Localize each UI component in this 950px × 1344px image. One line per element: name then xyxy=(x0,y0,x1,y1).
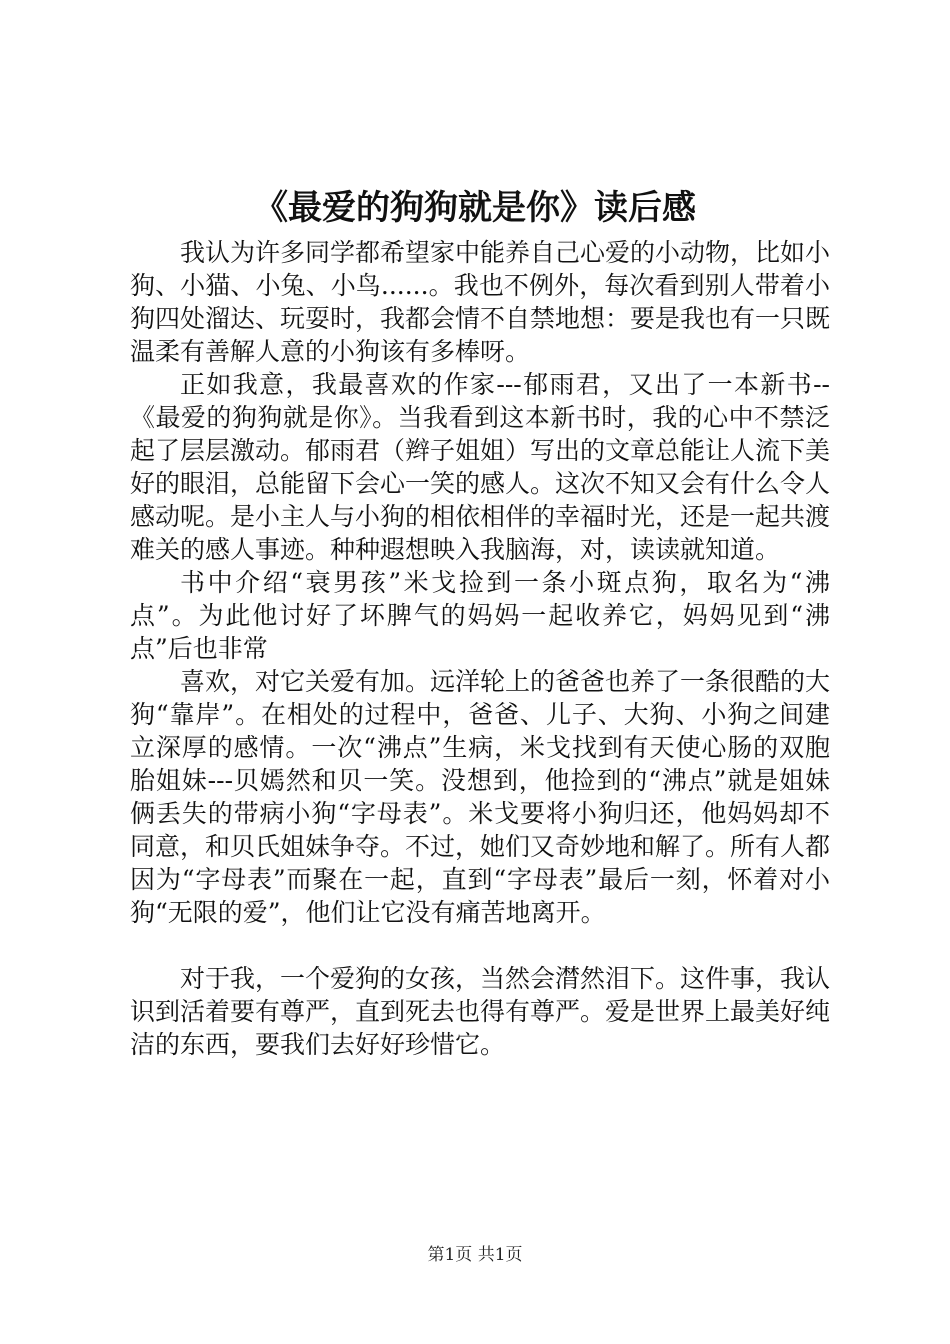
document-body xyxy=(130,236,830,1061)
paragraph-3: 书中介绍“衰男孩”米戈捡到一条小斑点狗，取名为“沸点”。为此他讨好了坏脾气的妈妈一起收养它，妈妈见到“沸点”后也非常 xyxy=(130,568,830,663)
paragraph-1: 我认为许多同学都希望家中能养自己心爱的小动物，比如小狗、小猫、小兔、小鸟......。我也不例外，每次看到别人带着小狗四处溜达、玩耍时，我都会情不自禁地想：要是我也有一只既温柔有善解人意的小狗该有多棒呀。 xyxy=(130,238,831,366)
paragraph-4: 喜欢，对它关爱有加。远洋轮上的爸爸也养了一条很酷的大狗“靠岸”。在相处的过程中，爸爸、儿子、大狗、小狗之间建立深厚的感情。一次“沸点”生病，米戈找到有天使心肠的双胞胎姐妹---贝嫣然和贝一笑。没想到，他捡到的“沸点”就是姐妹俩丢失的带病小狗“字母表”。米戈要将小狗归还，他妈妈却不同意，和贝氏姐妹争夺。不过，她们又奇妙地和解了。所有人都因为“字母表”而聚在一起，直到“字母表”最后一刻，怀着对小狗“无限的爱”，他们让它没有痛苦地离开。 xyxy=(130,667,831,927)
document-title: 《最爱的狗狗就是你》读后感 xyxy=(254,188,696,228)
paragraph-2: 正如我意，我最喜欢的作家---郁雨君，又出了一本新书--《最爱的狗狗就是你》。当我看到这本新书时，我的心中不禁泛起了层层激动。郁雨君（辫子姐姐）写出的文章总能让人流下美好的眼泪，总能留下会心一笑的感人。这次不知又会有什么令人感动呢。是小主人与小狗的相依相伴的幸福时光，还是一起共渡难关的感人事迹。种种遐想映入我脑海，对，读读就知道。 xyxy=(130,370,831,564)
paragraph-5: 对于我，一个爱狗的女孩，当然会潸然泪下。这件事，我认识到活着要有尊严，直到死去也得有尊严。爱是世界上最美好纯洁的东西，要我们去好好珍惜它。 xyxy=(130,964,831,1059)
page-footer: 第1页 共1页 xyxy=(427,1245,523,1265)
